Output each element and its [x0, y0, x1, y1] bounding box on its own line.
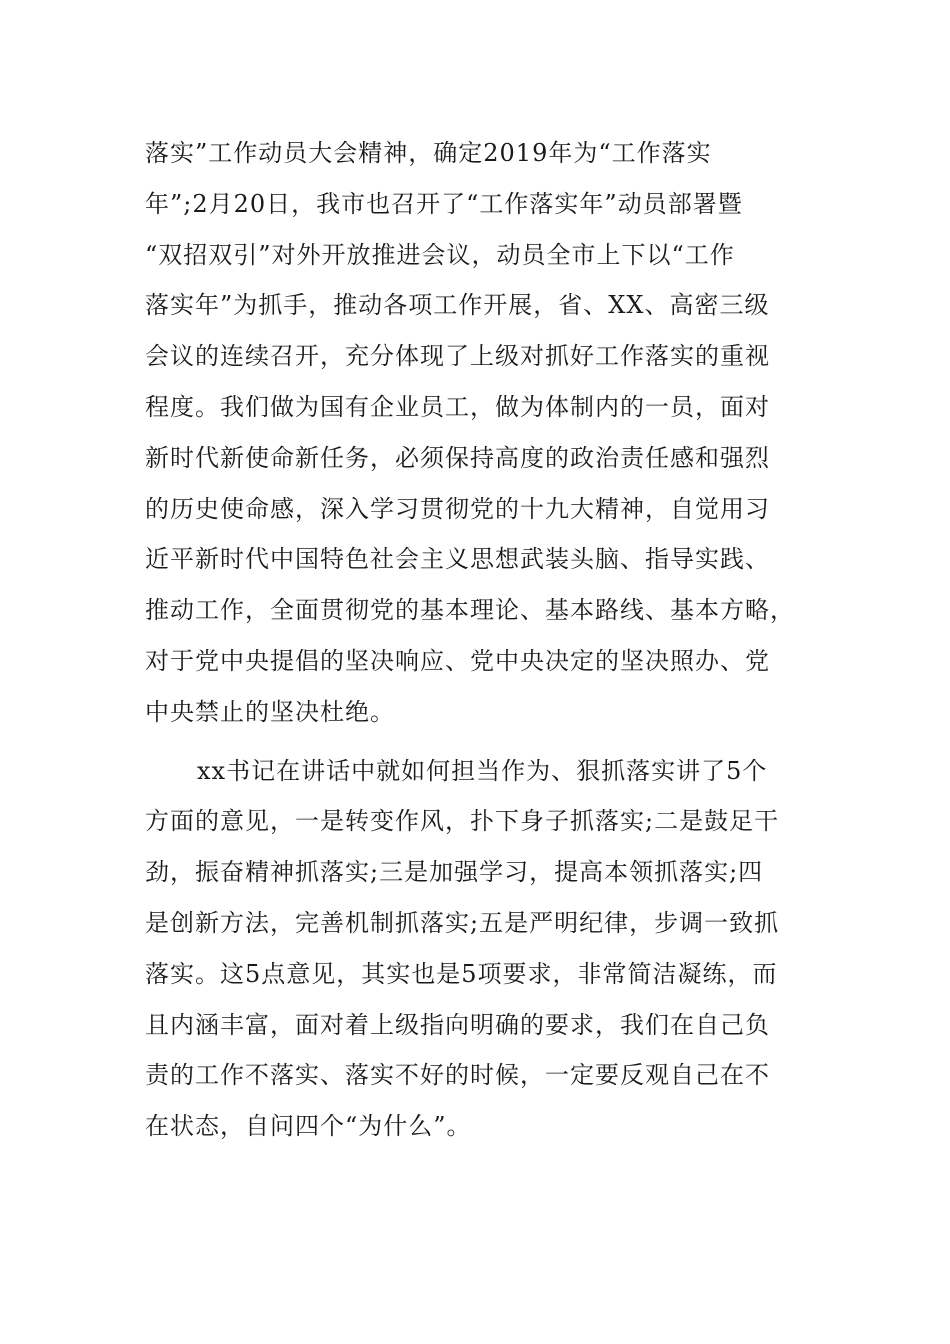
- paragraph-2: [145, 746, 810, 1152]
- text-line: 中央禁止的坚决杜绝。: [145, 697, 395, 726]
- text-line: 在状态，自问四个“为什么”。: [145, 1112, 472, 1141]
- text-line: 对于党中央提倡的坚决响应、党中央决定的坚决照办、党: [145, 646, 770, 675]
- text-line: 方面的意见，一是转变作风，扑下身子抓落实;二是鼓足干: [145, 807, 780, 836]
- text-line: 责的工作不落实、落实不好的时候，一定要反观自己在不: [145, 1061, 770, 1090]
- text-line: 落实年”为抓手，推动各项工作开展，省、XX、高密三级: [145, 291, 770, 320]
- text-line: 落实。这5点意见，其实也是5项要求，非常简洁凝练，而: [145, 959, 778, 988]
- text-line: 会议的连续召开，充分体现了上级对抓好工作落实的重视: [145, 342, 770, 371]
- text-line: 且内涵丰富，面对着上级指向明确的要求，我们在自己负: [145, 1010, 770, 1039]
- text-line: 推动工作，全面贯彻党的基本理论、基本路线、基本方略，: [145, 596, 795, 625]
- text-line: 劲，振奋精神抓落实;三是加强学习，提高本领抓落实;四: [145, 858, 764, 887]
- document-body: [145, 128, 810, 1152]
- text-line: “双招双引”对外开放推进会议，动员全市上下以“工作: [145, 240, 735, 269]
- paragraph-1: [145, 128, 810, 738]
- text-line: 新时代新使命新任务，必须保持高度的政治责任感和强烈: [145, 443, 770, 472]
- text-line: 是创新方法，完善机制抓落实;五是严明纪律，步调一致抓: [145, 908, 780, 937]
- text-line: xx书记在讲话中就如何担当作为、狠抓落实讲了5个: [197, 756, 768, 785]
- text-line: 的历史使命感，深入学习贯彻党的十九大精神，自觉用习: [145, 494, 770, 523]
- text-line: 年”;2月20日，我市也召开了“工作落实年”动员部署暨: [145, 189, 743, 218]
- text-line: 近平新时代中国特色社会主义思想武装头脑、指导实践、: [145, 545, 770, 574]
- text-line: 程度。我们做为国有企业员工，做为体制内的一员，面对: [145, 392, 770, 421]
- text-line: 落实”工作动员大会精神，确定2019年为“工作落实: [145, 139, 712, 167]
